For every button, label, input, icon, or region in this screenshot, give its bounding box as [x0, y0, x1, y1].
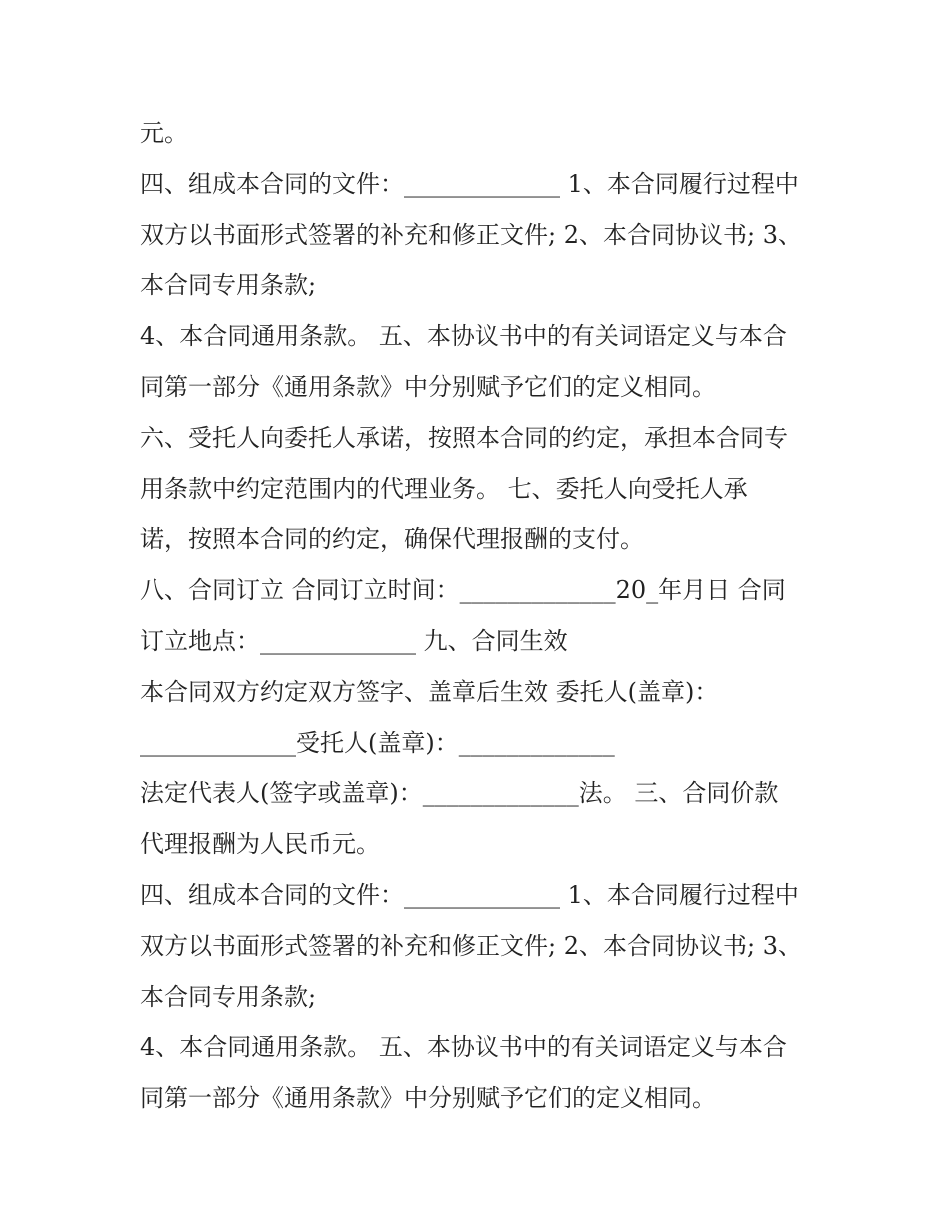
text-line: 代理报酬为人民币元。 [140, 830, 380, 859]
text-line: 4、本合同通用条款。 五、本协议书中的有关词语定义与本合 [140, 1033, 787, 1062]
text-line: 双方以书面形式签署的补充和修正文件; 2、本合同协议书; 3、 [140, 220, 802, 249]
text-line: 本合同专用条款; [140, 271, 317, 300]
text-line: 本合同双方约定双方签字、盖章后生效 委托人(盖章)： [140, 677, 719, 706]
text-line: 四、组成本合同的文件：_____________ 1、本合同履行过程中 [140, 880, 799, 909]
text-line: 元。 [140, 119, 188, 147]
text-line: _____________受托人(盖章)：_____________ [140, 728, 615, 757]
text-line: 诺，按照本合同的约定，确保代理报酬的支付。 [140, 525, 644, 554]
text-line: 法定代表人(签字或盖章)：_____________法。 三、合同价款 [140, 779, 779, 808]
text-line: 双方以书面形式签署的补充和修正文件; 2、本合同协议书; 3、 [140, 931, 802, 960]
text-line: 4、本合同通用条款。 五、本协议书中的有关词语定义与本合 [140, 322, 787, 351]
text-line: 八、合同订立 合同订立时间：_____________20_年月日 合同 [140, 576, 786, 605]
contract-body-text [140, 108, 840, 1124]
text-line: 订立地点：_____________ 九、合同生效 [140, 626, 568, 655]
text-line: 四、组成本合同的文件：_____________ 1、本合同履行过程中 [140, 169, 799, 198]
text-line: 本合同专用条款; [140, 982, 317, 1011]
text-line: 用条款中约定范围内的代理业务。 七、委托人向受托人承 [140, 474, 748, 503]
text-line: 六、受托人向委托人承诺，按照本合同的约定，承担本合同专 [140, 423, 788, 452]
text-line: 同第一部分《通用条款》中分别赋予它们的定义相同。 [140, 1084, 716, 1113]
text-line: 同第一部分《通用条款》中分别赋予它们的定义相同。 [140, 372, 716, 401]
